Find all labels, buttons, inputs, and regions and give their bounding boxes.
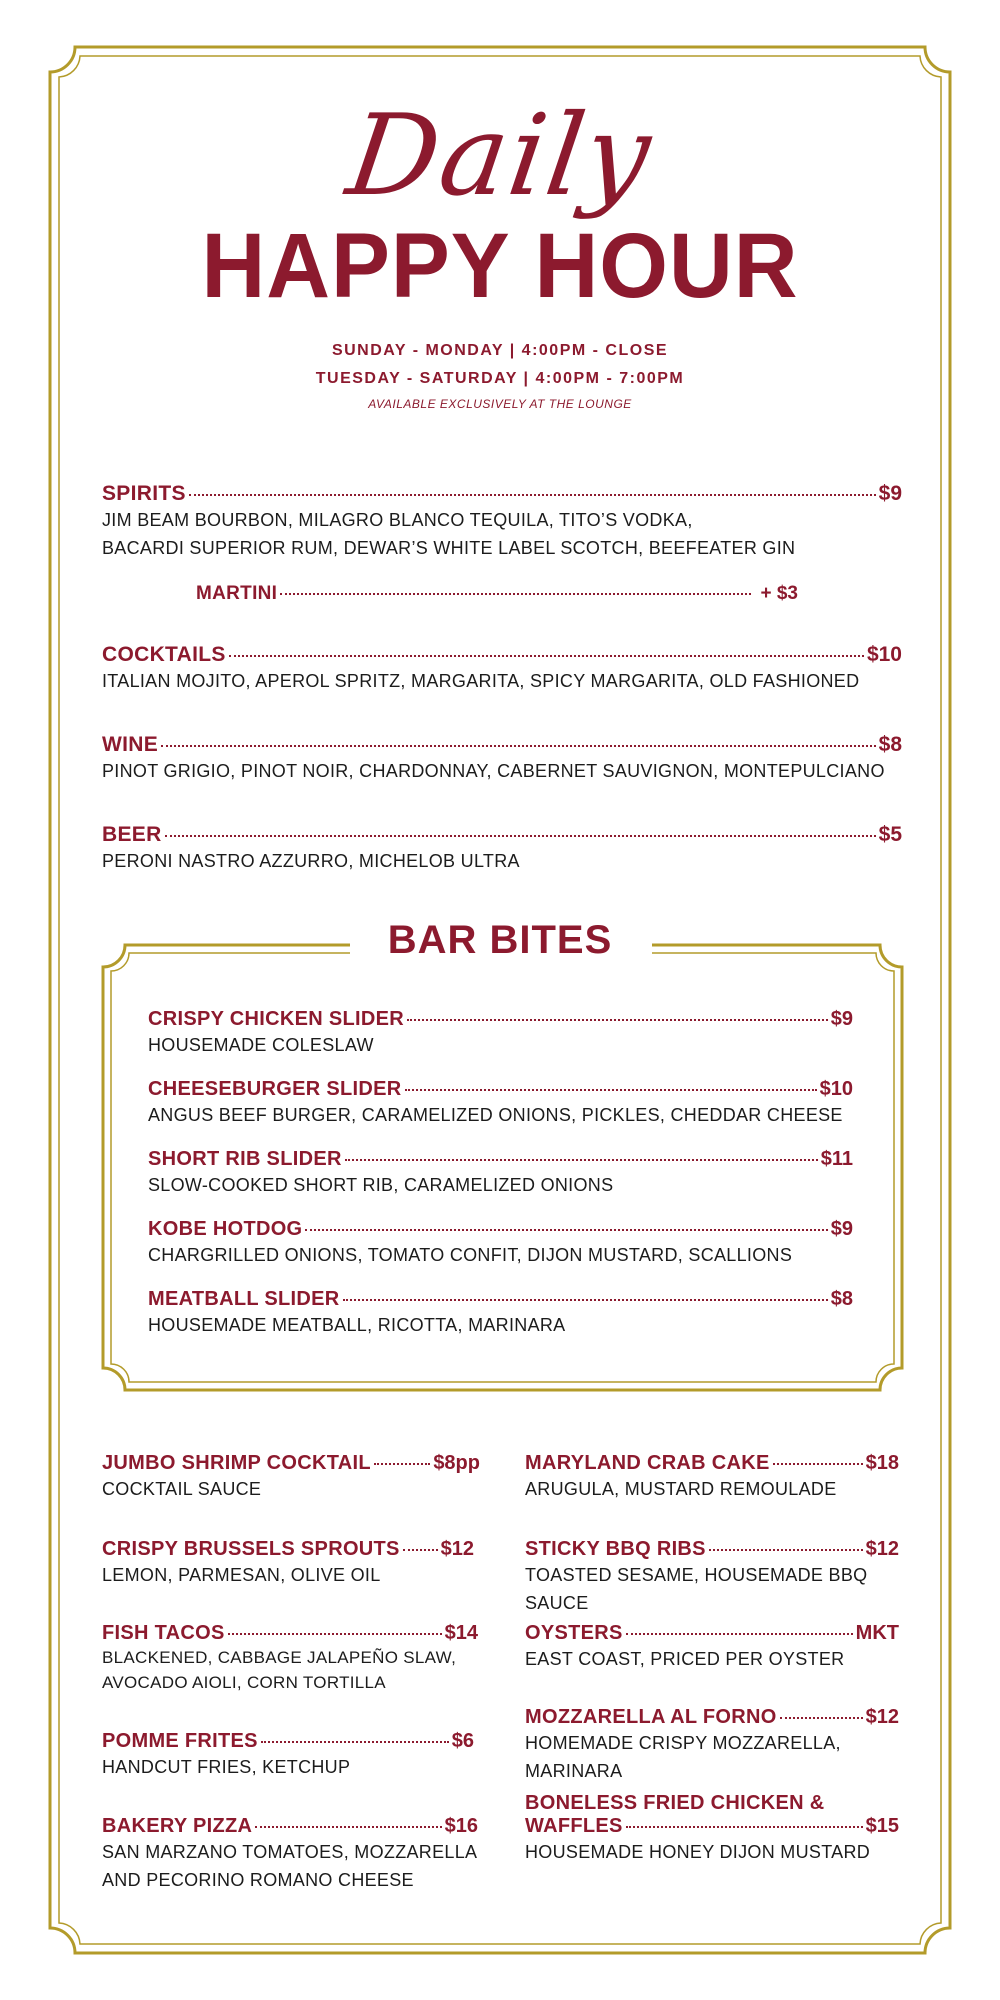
item-desc: SAN MARZANO TOMATOES, MOZZARELLA [102,1842,478,1862]
left-menu-item [102,1730,474,1781]
item-name: BAKERY PIZZA [102,1815,253,1837]
right-menu-item [525,1622,899,1673]
item-desc: TOASTED SESAME, HOUSEMADE BBQ SAUCE [525,1565,868,1613]
item-price: MKT [855,1622,899,1644]
menu-item-cocktails [102,643,902,695]
left-menu-item [102,1452,480,1503]
item-desc: AND PECORINO ROMANO CHEESE [102,1870,414,1890]
item-price: $18 [865,1452,899,1474]
item-desc: HANDCUT FRIES, KETCHUP [102,1757,351,1777]
item-name: COCKTAILS [102,643,226,666]
bite-item [148,1078,853,1129]
item-desc: LEMON, PARMESAN, OLIVE OIL [102,1565,381,1585]
menu-item-martini [196,583,798,605]
menu-item-spirits [102,482,902,562]
item-desc: CHARGRILLED ONIONS, TOMATO CONFIT, DIJON MUSTARD, SCALLIONS [148,1245,793,1265]
item-name: KOBE HOTDOG [148,1218,303,1240]
item-name: CHEESEBURGER SLIDER [148,1078,402,1100]
bite-item [148,1008,853,1059]
availability-note: AVAILABLE EXCLUSIVELY AT THE LOUNGE [368,397,632,411]
item-desc: JIM BEAM BOURBON, MILAGRO BLANCO TEQUILA, TITO’S VODKA, [102,510,693,530]
item-price: $12 [440,1538,474,1560]
item-price: $16 [444,1815,478,1837]
item-name: SHORT RIB SLIDER [148,1148,342,1170]
item-name: MARTINI [196,583,278,604]
main-title: HAPPY HOUR [201,215,799,317]
item-desc: AVOCADO AIOLI, CORN TORTILLA [102,1673,386,1692]
hours-line-2: TUESDAY - SATURDAY | 4:00PM - 7:00PM [315,370,685,387]
left-menu-item [102,1622,478,1695]
item-desc: HOMEMADE CRISPY MOZZARELLA, MARINARA [525,1733,841,1781]
item-desc: ITALIAN MOJITO, APEROL SPRITZ, MARGARITA, SPICY MARGARITA, OLD FASHIONED [102,671,860,691]
bite-item [148,1288,853,1339]
item-desc: PERONI NASTRO AZZURRO, MICHELOB ULTRA [102,851,520,871]
item-name: OYSTERS [525,1622,623,1644]
item-desc: PINOT GRIGIO, PINOT NOIR, CHARDONNAY, CABERNET SAUVIGNON, MONTEPULCIANO [102,761,885,781]
right-menu-item [525,1452,899,1503]
item-price: $9 [830,1008,853,1030]
item-desc: BACARDI SUPERIOR RUM, DEWAR’S WHITE LABEL SCOTCH, BEEFEATER GIN [102,538,796,558]
left-menu-item [102,1815,478,1894]
item-desc: EAST COAST, PRICED PER OYSTER [525,1649,845,1669]
item-name: CRISPY BRUSSELS SPROUTS [102,1538,400,1560]
item-desc: ARUGULA, MUSTARD REMOULADE [525,1479,837,1499]
bite-item [148,1148,853,1199]
item-name: BEER [102,823,162,846]
item-price: $11 [820,1148,853,1170]
item-price: $9 [830,1218,853,1240]
item-price: $10 [819,1078,853,1100]
item-price: $10 [866,643,902,666]
item-price: $14 [444,1622,478,1644]
bar-bites-title: BAR BITES [387,918,613,962]
item-name: SPIRITS [102,482,186,505]
right-menu-item [525,1706,899,1785]
item-price: $8 [878,733,902,756]
item-desc: SLOW-COOKED SHORT RIB, CARAMELIZED ONIONS [148,1175,614,1195]
item-desc: HOUSEMADE HONEY DIJON MUSTARD [525,1842,871,1862]
right-menu-item [525,1538,899,1617]
item-name: BONELESS FRIED CHICKEN & [525,1792,825,1814]
item-name: JUMBO SHRIMP COCKTAIL [102,1452,371,1474]
script-title: Daily [340,91,660,221]
item-price: $15 [865,1815,899,1837]
item-name: CRISPY CHICKEN SLIDER [148,1008,404,1030]
item-name: STICKY BBQ RIBS [525,1538,706,1560]
item-price: $9 [878,482,902,505]
menu-item-beer [102,823,902,875]
item-price: $8pp [433,1452,480,1474]
item-name: WAFFLES [525,1815,623,1837]
item-desc: COCKTAIL SAUCE [102,1479,262,1499]
item-name: MOZZARELLA AL FORNO [525,1706,777,1728]
item-price: $8 [830,1288,853,1310]
item-desc: HOUSEMADE MEATBALL, RICOTTA, MARINARA [148,1315,566,1335]
item-name: FISH TACOS [102,1622,225,1644]
item-desc: HOUSEMADE COLESLAW [148,1035,374,1055]
item-price: $12 [865,1706,899,1728]
menu-item-wine [102,733,902,785]
item-name: POMME FRITES [102,1730,258,1752]
title-block [0,91,1000,320]
item-name: WINE [102,733,159,756]
item-desc: ANGUS BEEF BURGER, CARAMELIZED ONIONS, PICKLES, CHEDDAR CHEESE [148,1105,843,1125]
right-menu-item [525,1792,899,1866]
hours-line-1: SUNDAY - MONDAY | 4:00PM - CLOSE [331,342,669,359]
item-desc: BLACKENED, CABBAGE JALAPEÑO SLAW, [102,1648,457,1667]
item-name: MEATBALL SLIDER [148,1288,340,1310]
item-name: MARYLAND CRAB CAKE [525,1452,770,1474]
item-price: + $3 [760,583,798,604]
item-price: $12 [865,1538,899,1560]
item-price: $6 [451,1730,474,1752]
item-price: $5 [878,823,902,846]
left-menu-item [102,1538,474,1589]
bite-item [148,1218,853,1269]
